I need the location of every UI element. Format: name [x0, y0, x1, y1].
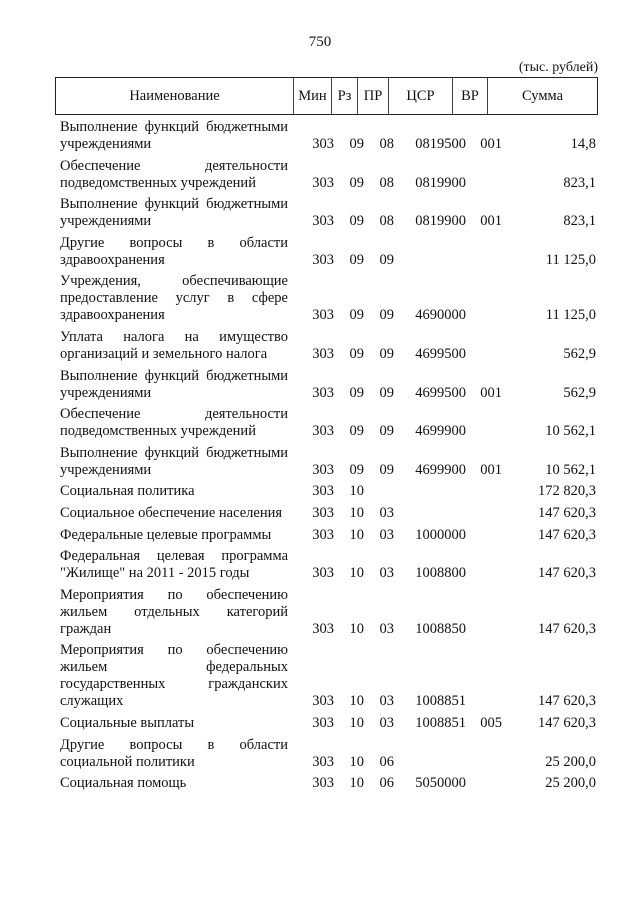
cell-pr: 03 — [379, 693, 394, 710]
cell-min: 303 — [312, 345, 334, 362]
cell-rz: 09 — [349, 307, 364, 324]
cell-rz: 10 — [349, 693, 364, 710]
cell-rz: 09 — [349, 136, 364, 152]
cell-vr: 005 — [480, 714, 502, 731]
cell-vr — [466, 775, 502, 792]
cell-pr: 03 — [379, 526, 394, 543]
cell-rz: 09 — [349, 251, 364, 268]
cell-min: 303 — [312, 620, 334, 637]
cell-min: 303 — [312, 174, 334, 191]
cell-csr — [394, 505, 466, 522]
cell-name: Социальное обеспечение населения — [60, 504, 283, 521]
cell-csr: 4699900 — [415, 423, 466, 440]
cell-sum: 172 820,3 — [538, 483, 596, 500]
cell-min: 303 — [312, 693, 334, 710]
cell-sum: 147 620,3 — [538, 714, 596, 731]
cell-min: 303 — [312, 251, 334, 268]
cell-vr — [466, 565, 502, 582]
cell-csr: 1008850 — [415, 620, 466, 637]
cell-sum: 147 620,3 — [538, 504, 596, 521]
cell-pr: 06 — [379, 753, 394, 770]
cell-pr: 03 — [379, 620, 394, 637]
cell-min: 303 — [312, 714, 334, 731]
cell-pr: 09 — [379, 251, 394, 268]
table-row — [60, 548, 598, 582]
header-sum: Сумма — [521, 87, 564, 104]
cell-sum: 562,9 — [563, 345, 596, 362]
cell-min: 303 — [312, 423, 334, 440]
cell-pr: 03 — [379, 504, 394, 521]
cell-csr: 0819500 — [415, 136, 466, 152]
cell-vr — [466, 252, 502, 269]
cell-pr: 09 — [379, 461, 394, 478]
cell-rz: 09 — [349, 384, 364, 401]
page-number: 750 — [308, 34, 332, 50]
cell-csr: 1008851 — [415, 693, 466, 710]
cell-name: Социальная политика — [60, 483, 195, 500]
cell-vr: 001 — [480, 384, 502, 401]
cell-vr — [466, 307, 502, 324]
cell-rz: 10 — [349, 775, 364, 792]
cell-sum: 562,9 — [563, 384, 596, 401]
cell-sum: 10 562,1 — [545, 423, 596, 440]
cell-min: 303 — [312, 307, 334, 324]
cell-min: 303 — [312, 483, 334, 500]
cell-rz: 09 — [349, 423, 364, 440]
cell-vr — [466, 423, 502, 440]
cell-pr — [364, 483, 394, 500]
cell-rz: 09 — [349, 213, 364, 230]
cell-min: 303 — [312, 461, 334, 478]
cell-csr — [394, 252, 466, 269]
cell-pr: 03 — [379, 714, 394, 731]
cell-sum: 11 125,0 — [545, 307, 596, 324]
header-name: Наименование — [56, 78, 294, 114]
cell-sum: 147 620,3 — [538, 693, 596, 710]
cell-rz: 09 — [349, 461, 364, 478]
cell-sum: 11 125,0 — [545, 251, 596, 268]
cell-csr: 1008851 — [415, 714, 466, 731]
table-row — [60, 715, 598, 732]
header-csr: ЦСР — [389, 78, 453, 114]
cell-pr: 09 — [379, 423, 394, 440]
cell-vr: 001 — [480, 213, 502, 230]
cell-csr — [394, 754, 466, 771]
table-row — [60, 775, 598, 792]
table-row — [60, 119, 598, 153]
cell-vr — [466, 175, 502, 192]
table-row — [60, 368, 598, 402]
cell-name: Учреждения, обеспечивающие предоставление услуг в сфере здравоохранения — [60, 273, 288, 324]
cell-rz: 10 — [349, 504, 364, 521]
cell-rz: 10 — [349, 483, 364, 500]
table-row — [60, 642, 598, 710]
table-row — [60, 505, 598, 522]
cell-sum: 14,8 — [570, 136, 596, 152]
table-row — [60, 737, 598, 771]
cell-sum: 823,1 — [563, 213, 596, 230]
header-vr: ВР — [453, 78, 488, 114]
cell-csr: 5050000 — [415, 775, 466, 792]
cell-name: Уплата налога на имущество организаций и земельного налога — [60, 328, 288, 362]
table-row — [60, 196, 598, 230]
cell-min: 303 — [312, 775, 334, 792]
table-header — [55, 77, 598, 115]
cell-sum: 823,1 — [563, 174, 596, 191]
cell-rz: 09 — [349, 345, 364, 362]
cell-sum: 147 620,3 — [538, 526, 596, 543]
cell-pr: 06 — [379, 775, 394, 792]
cell-csr: 4699500 — [415, 384, 466, 401]
cell-name: Социальная помощь — [60, 775, 187, 792]
cell-sum: 25 200,0 — [545, 775, 596, 792]
cell-name: Другие вопросы в области социальной политики — [60, 736, 288, 770]
cell-sum: 10 562,1 — [545, 461, 596, 478]
cell-min: 303 — [312, 504, 334, 521]
cell-pr: 09 — [379, 345, 394, 362]
cell-min: 303 — [312, 136, 334, 152]
cell-name: Мероприятия по обеспечению жильем отдельных категорий граждан — [60, 586, 288, 637]
cell-name: Мероприятия по обеспечению жильем федеральных государственных гражданских служащих — [60, 642, 288, 710]
table-row — [60, 483, 598, 500]
cell-vr — [466, 527, 502, 544]
cell-vr: 001 — [480, 461, 502, 478]
cell-name: Другие вопросы в области здравоохранения — [60, 234, 288, 268]
cell-name: Выполнение функций бюджетными учреждениями — [60, 367, 288, 401]
table-row — [60, 587, 598, 638]
cell-name: Выполнение функций бюджетными учреждениями — [60, 444, 288, 478]
cell-rz: 10 — [349, 620, 364, 637]
cell-min: 303 — [312, 526, 334, 543]
cell-name: Обеспечение деятельности подведомственных учреждений — [60, 406, 288, 440]
cell-rz: 10 — [349, 714, 364, 731]
cell-sum: 147 620,3 — [538, 565, 596, 582]
header-pr: ПР — [358, 78, 389, 114]
cell-rz: 10 — [349, 753, 364, 770]
header-min: Мин — [294, 78, 332, 114]
cell-min: 303 — [312, 384, 334, 401]
cell-pr: 09 — [379, 384, 394, 401]
cell-csr — [394, 483, 466, 500]
cell-vr — [466, 346, 502, 363]
cell-csr: 0819900 — [415, 174, 466, 191]
cell-csr: 1000000 — [415, 526, 466, 543]
cell-pr: 08 — [379, 213, 394, 230]
cell-name: Выполнение функций бюджетными учреждениями — [60, 196, 288, 230]
cell-csr: 4690000 — [415, 307, 466, 324]
cell-csr: 1008800 — [415, 565, 466, 582]
table-row — [60, 273, 598, 324]
cell-name: Социальные выплаты — [60, 714, 195, 731]
cell-csr: 4699900 — [415, 461, 466, 478]
cell-rz: 09 — [349, 174, 364, 191]
cell-vr — [466, 505, 502, 522]
cell-vr: 001 — [480, 136, 502, 152]
cell-pr: 08 — [379, 174, 394, 191]
cell-min: 303 — [312, 565, 334, 582]
units-label: (тыс. рублей) — [518, 60, 598, 75]
cell-csr: 4699500 — [415, 345, 466, 362]
header-rz: Рз — [332, 78, 358, 114]
table-row — [60, 158, 598, 192]
cell-name: Федеральные целевые программы — [60, 526, 272, 543]
cell-sum: 25 200,0 — [545, 753, 596, 770]
cell-name: Федеральная целевая программа "Жилище" на 2011 - 2015 годы — [60, 548, 288, 582]
cell-min: 303 — [312, 213, 334, 230]
table-row — [60, 445, 598, 479]
cell-rz: 10 — [349, 565, 364, 582]
table-row — [60, 235, 598, 269]
cell-vr — [466, 754, 502, 771]
cell-vr — [466, 621, 502, 638]
table-body — [60, 119, 598, 797]
cell-csr: 0819900 — [415, 213, 466, 230]
cell-pr: 09 — [379, 307, 394, 324]
cell-vr — [466, 693, 502, 710]
cell-pr: 03 — [379, 565, 394, 582]
cell-name: Выполнение функций бюджетными учреждениями — [60, 119, 288, 152]
cell-vr — [466, 483, 502, 500]
cell-name: Обеспечение деятельности подведомственных учреждений — [60, 157, 288, 191]
table-row — [60, 329, 598, 363]
table-row — [60, 406, 598, 440]
table-row — [60, 527, 598, 544]
cell-pr: 08 — [379, 136, 394, 152]
cell-rz: 10 — [349, 526, 364, 543]
cell-min: 303 — [312, 753, 334, 770]
cell-sum: 147 620,3 — [538, 620, 596, 637]
